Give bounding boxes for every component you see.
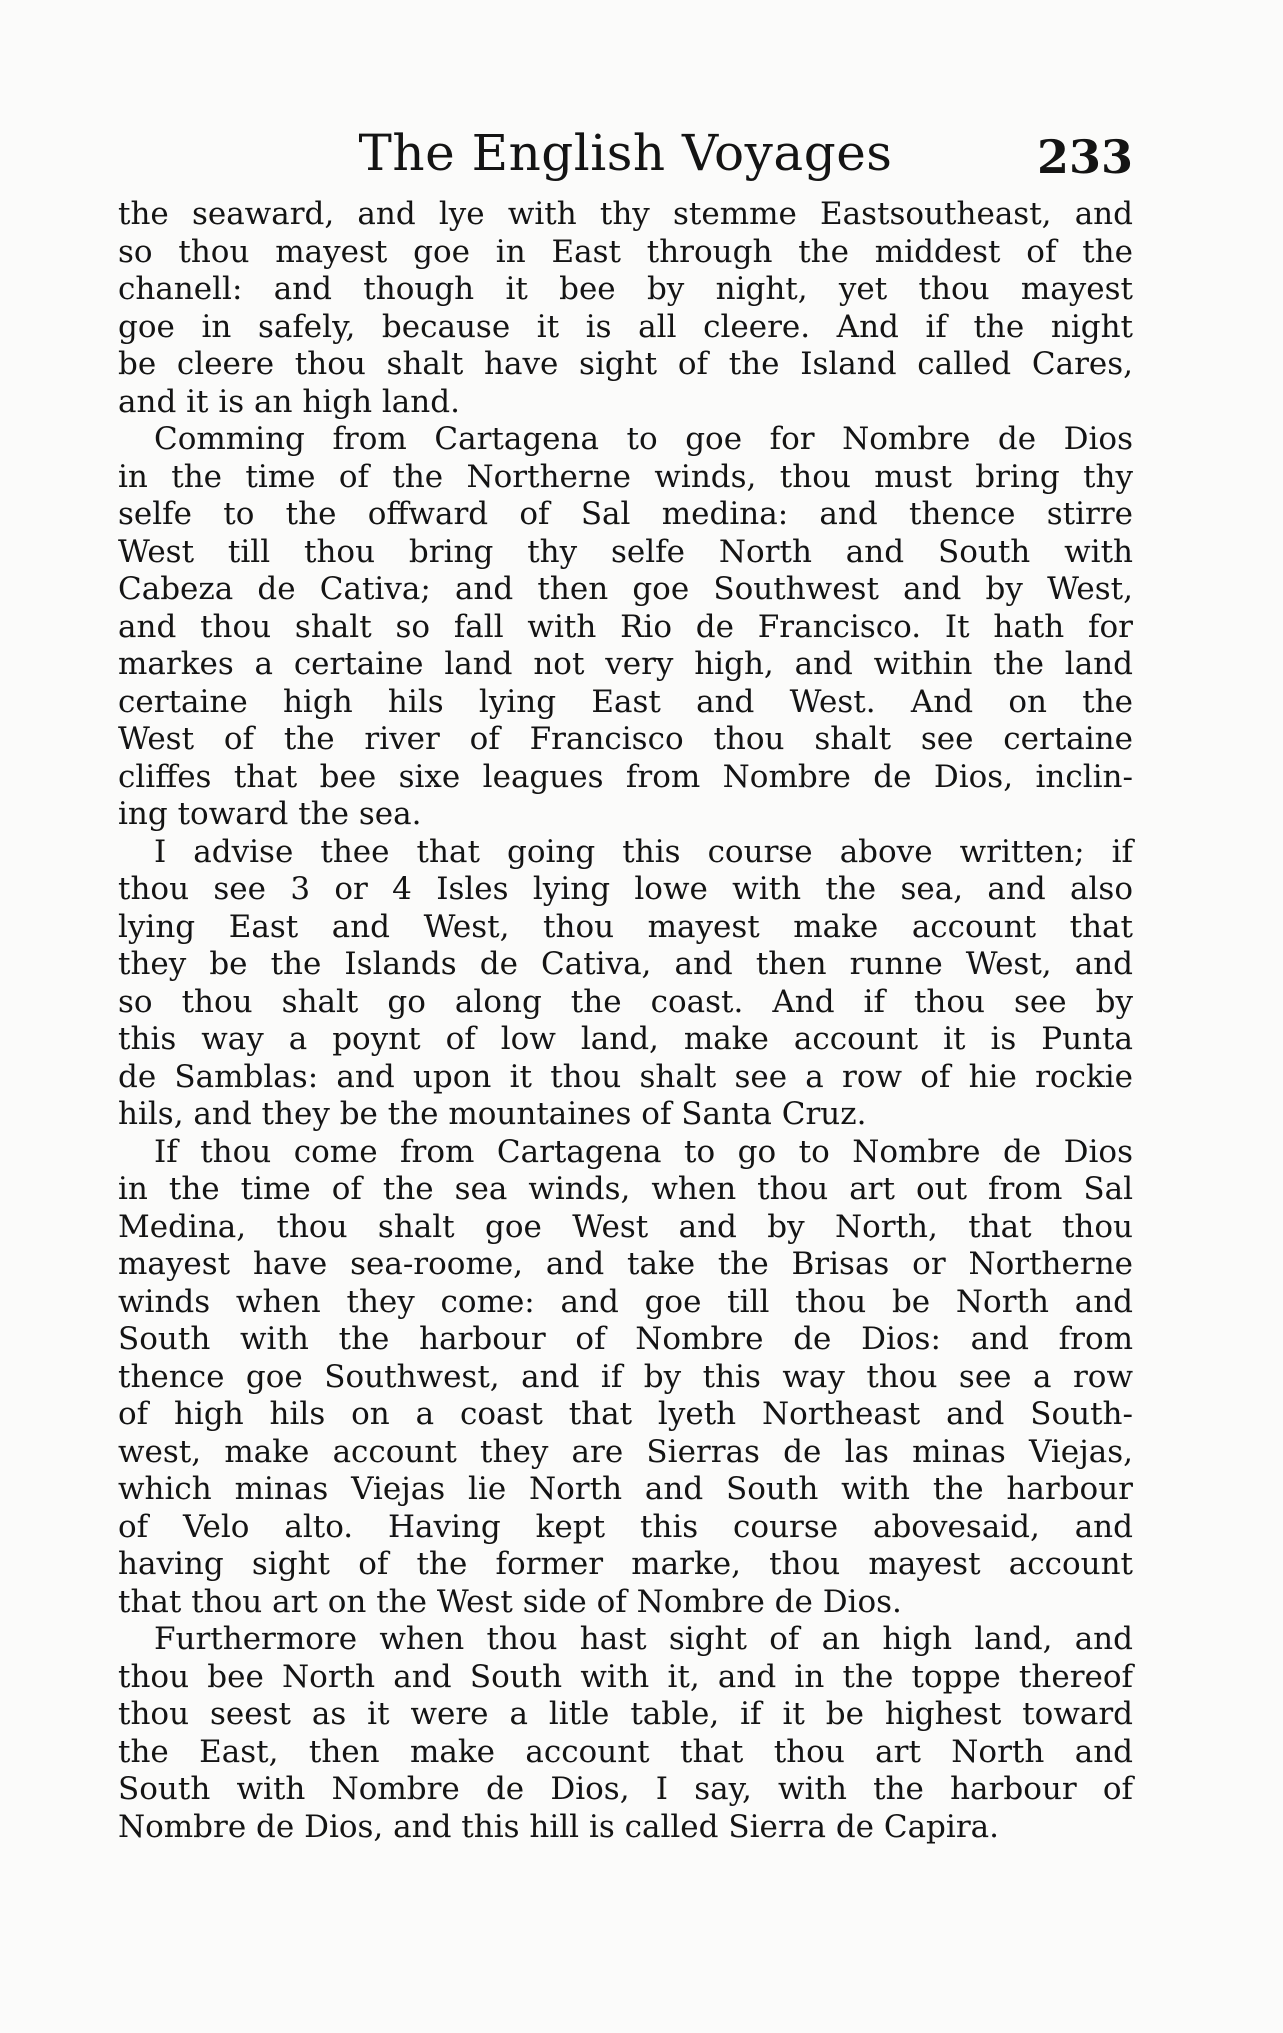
text-line: ing toward the sea. [118, 796, 422, 832]
text-line: West of the river of Francisco thou shalt see certaine [118, 721, 1133, 757]
paragraph [118, 421, 1133, 834]
paragraph [118, 196, 1133, 421]
text-line: the East, then make account that thou art North and [118, 1733, 1133, 1770]
text-line: cliffes that bee sixe leagues from Nombre de Dios, inclin- [118, 758, 1133, 795]
text-line: that thou art on the West side of Nombre de Dios. [118, 1583, 902, 1620]
text-line: lying East and West, thou mayest make account that [118, 908, 1133, 945]
text-line: Nombre de Dios, and this hill is called Sierra de Capira. [118, 1808, 999, 1845]
text-line: of high hils on a coast that lyeth Northeast and South- [118, 1396, 1133, 1432]
text-line: certaine high hils lying East and West. And on the [118, 683, 1133, 720]
text-line: in the time of the sea winds, when thou art out from Sal [118, 1171, 1133, 1207]
text-line: thou see 3 or 4 Isles lying lowe with the sea, and also [118, 871, 1133, 907]
text-line: this way a poynt of low land, make account it is Punta [118, 1021, 1133, 1057]
text-line: goe in safely, because it is all cleere. And if the night [118, 308, 1133, 345]
text-line: Comming from Cartagena to goe for Nombre de Dios [154, 421, 1133, 457]
text-line: Medina, thou shalt goe West and by North, that thou [118, 1208, 1133, 1245]
running-header [118, 118, 1133, 188]
text-line: chanell: and though it bee by night, yet thou mayest [118, 271, 1133, 307]
text-line: in the time of the Northerne winds, thou must bring thy [118, 458, 1133, 495]
paragraph [118, 834, 1133, 1134]
text-line: Cabeza de Cativa; and then goe Southwest and by West, [118, 571, 1133, 607]
text-line: so thou mayest goe in East through the middest of the [118, 233, 1133, 270]
text-line: having sight of the former marke, thou mayest account [118, 1546, 1133, 1582]
text-line: I advise thee that going this course above written; if [154, 833, 1133, 870]
text-line: west, make account they are Sierras de las minas Viejas, [118, 1433, 1133, 1470]
text-line: South with Nombre de Dios, I say, with the harbour of [118, 1771, 1133, 1807]
text-line: Furthermore when thou hast sight of an high land, and [154, 1621, 1133, 1657]
text-line: and it is an high land. [118, 383, 460, 420]
text-line: thence goe Southwest, and if by this way thou see a row [118, 1358, 1133, 1395]
text-line: If thou come from Cartagena to go to Nombre de Dios [154, 1133, 1133, 1170]
text-line: de Samblas: and upon it thou shalt see a row of hie rockie [118, 1058, 1133, 1095]
text-line: selfe to the offward of Sal medina: and thence stirre [118, 496, 1133, 532]
text-line: which minas Viejas lie North and South with the harbour [118, 1471, 1133, 1507]
paragraph [118, 1621, 1133, 1846]
text-line: they be the Islands de Cativa, and then runne West, and [118, 946, 1133, 982]
text-line: thou bee North and South with it, and in the toppe thereof [118, 1658, 1133, 1695]
text-line: South with the harbour of Nombre de Dios: and from [118, 1321, 1133, 1357]
text-line: thou seest as it were a litle table, if it be highest toward [118, 1696, 1133, 1732]
text-line: hils, and they be the mountaines of Santa Cruz. [118, 1096, 867, 1132]
text-line: and thou shalt so fall with Rio de Francisco. It hath for [118, 608, 1133, 645]
text-line: markes a certaine land not very high, and within the land [118, 646, 1133, 682]
text-line: so thou shalt go along the coast. And if thou see by [118, 983, 1133, 1020]
body-text [118, 196, 1133, 1846]
text-line: be cleere thou shalt have sight of the Island called Cares, [118, 346, 1133, 382]
text-line: West till thou bring thy selfe North and South with [118, 533, 1133, 570]
text-line: winds when they come: and goe till thou be North and [118, 1283, 1133, 1320]
text-line: the seaward, and lye with thy stemme Eastsoutheast, and [118, 196, 1133, 232]
page-number: 233 [1036, 130, 1133, 184]
running-title: The English Voyages [358, 124, 893, 182]
text-line: mayest have sea-roome, and take the Brisas or Northerne [118, 1246, 1133, 1282]
text-line: of Velo alto. Having kept this course abovesaid, and [118, 1508, 1133, 1545]
paragraph [118, 1134, 1133, 1622]
